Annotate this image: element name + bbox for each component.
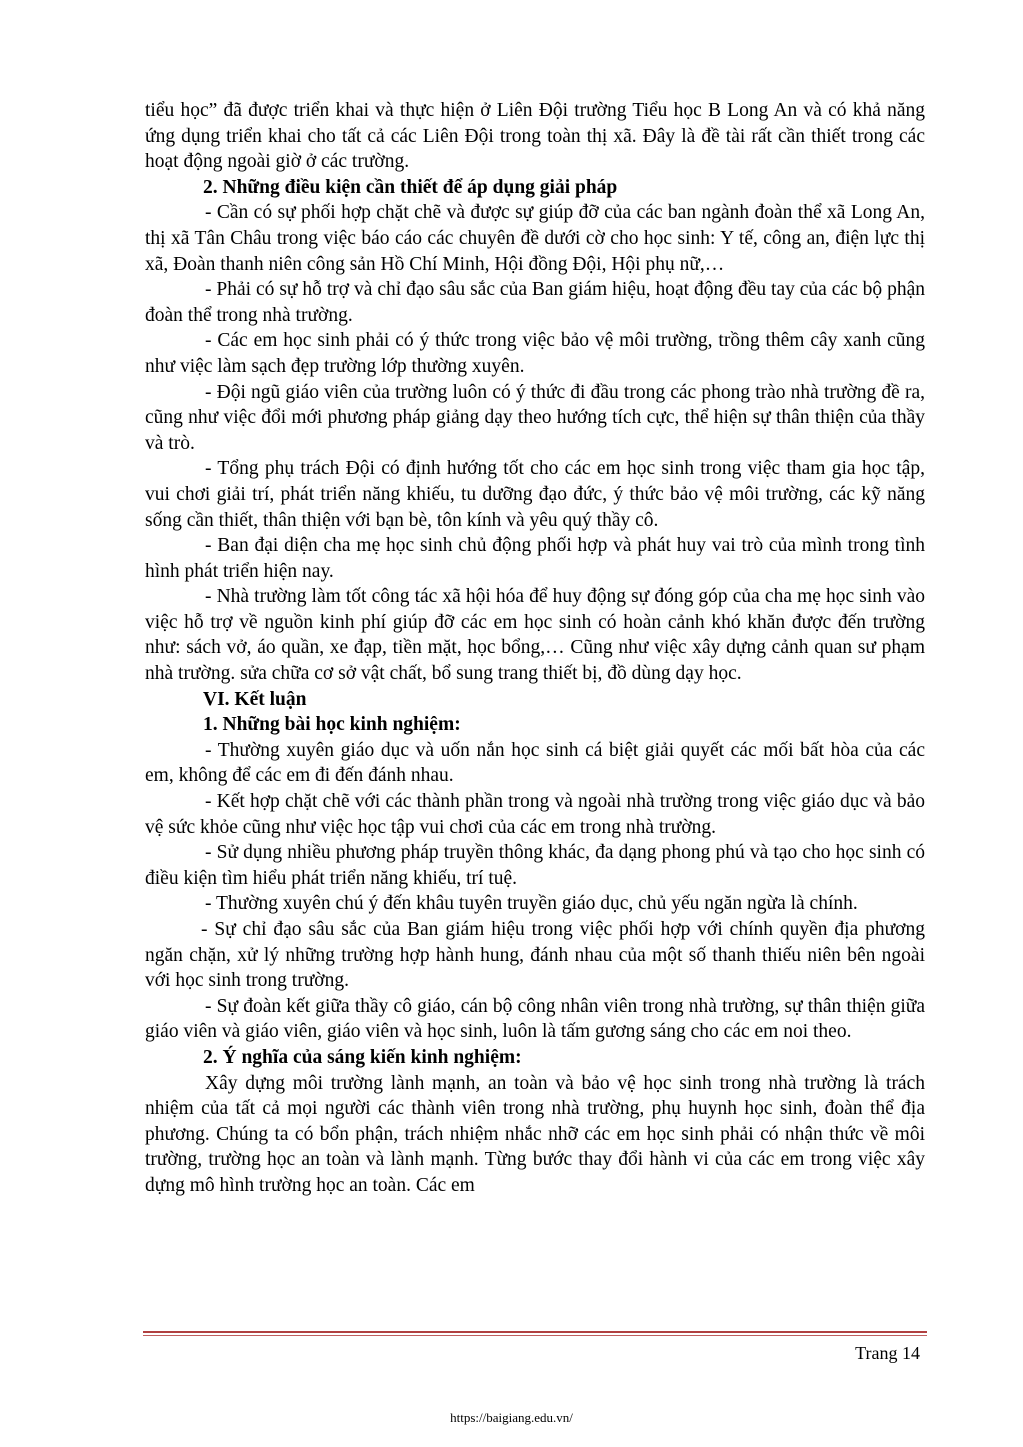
paragraph: - Sự chỉ đạo sâu sắc của Ban giám hiệu trong việc phối hợp với chính quyền địa phương ngăn chặn, xử lý những trường hợp hành hung, đánh nhau của một số thanh thiếu niên bên ngoài với học sinh trong trường.	[145, 919, 925, 992]
section-heading-lessons: 1. Những bài học kinh nghiệm:	[203, 714, 461, 736]
section-heading-significance: 2. Ý nghĩa của sáng kiến kinh nghiệm:	[203, 1046, 522, 1068]
paragraph: - Cần có sự phối hợp chặt chẽ và được sự giúp đỡ của các ban ngành đoàn thể xã Long An, thị xã Tân Châu trong việc báo cáo các chuyên đề dưới cờ cho học sinh: Y tế, công an, điện lực thị xã, Đoàn thanh niên công sản Hồ Chí Minh, Hội đồng Đội, Hội phụ nữ,…	[145, 202, 925, 275]
footer-divider-thin	[143, 1335, 927, 1336]
paragraph: Xây dựng môi trường lành mạnh, an toàn và bảo vệ học sinh trong nhà trường là trách nhiệm của tất cả mọi người các thành viên trong nhà trường, phụ huynh học sinh, đoàn thể địa phương. Chúng ta có bổn phận, trách nhiệm nhắc nhỡ các em học sinh phải có nhận thức về môi trường, trường học an toàn và lành mạnh. Từng bước thay đổi hành vi của các em trong việc xây dựng mô hình trường học an toàn. Các em	[145, 1072, 925, 1196]
paragraph: - Sử dụng nhiều phương pháp truyền thông khác, đa dạng phong phú và tạo cho học sinh có điều kiện tìm hiểu phát triển năng khiếu, trí tuệ.	[145, 842, 925, 889]
paragraph: - Thường xuyên giáo dục và uốn nắn học sinh cá biệt giải quyết các mối bất hòa của các em, không để các em đi đến đánh nhau.	[145, 739, 925, 787]
paragraph-continuation: tiểu học” đã được triển khai và thực hiện ở Liên Đội trường Tiểu học B Long An và có khả năng ứng dụng triển khai cho tất cả các Liên Đội trong toàn thị xã. Đây là đề tài rất cần thiết trong các hoạt động ngoài giờ ở các trường.	[145, 100, 925, 173]
paragraph: - Tổng phụ trách Đội có định hướng tốt cho các em học sinh trong việc tham gia học tập, vui chơi giải trí, phát triển năng khiếu, tu dưỡng đạo đức, ý thức bảo vệ môi trường, các kỹ năng sống cần thiết, thân thiện với bạn bè, tôn kính và yêu quý thầy cô.	[145, 458, 925, 531]
paragraph: - Các em học sinh phải có ý thức trong việc bảo vệ môi trường, trồng thêm cây xanh cũng như việc làm sạch đẹp trường lớp thường xuyên.	[145, 330, 925, 377]
paragraph: - Kết hợp chặt chẽ với các thành phần trong và ngoài nhà trường trong việc giáo dục và bảo vệ sức khỏe cũng như việc học tập vui chơi của các em trong nhà trường.	[145, 791, 925, 838]
footer-url[interactable]: https://baigiang.edu.vn/	[450, 1410, 573, 1425]
section-heading-conditions: 2. Những điều kiện cần thiết để áp dụng giải pháp	[203, 176, 618, 198]
page-body	[145, 98, 925, 1199]
paragraph: - Phải có sự hỗ trợ và chỉ đạo sâu sắc của Ban giám hiệu, hoạt động đều tay của các bộ phận đoàn thể trong nhà trường.	[145, 279, 925, 326]
paragraph: - Thường xuyên chú ý đến khâu tuyên truyền giáo dục, chủ yếu ngăn ngừa là chính.	[205, 893, 858, 915]
page-number: Trang 14	[855, 1343, 920, 1363]
paragraph: - Ban đại diện cha mẹ học sinh chủ động phối hợp và phát huy vai trò của mình trong tình hình phát triển hiện nay.	[145, 535, 925, 582]
footer-divider	[143, 1331, 927, 1333]
section-heading-conclusion: VI. Kết luận	[203, 688, 307, 710]
paragraph: - Đội ngũ giáo viên của trường luôn có ý thức đi đầu trong các phong trào nhà trường đề ra, cũng như việc đổi mới phương pháp giảng dạy theo hướng tích cực, thể hiện sự thân thiện của thầy và trò.	[145, 381, 925, 454]
paragraph: - Sự đoàn kết giữa thầy cô giáo, cán bộ công nhân viên trong nhà trường, sự thân thiện giữa giáo viên và giáo viên, giáo viên và học sinh, luôn là tấm gương sáng cho các em noi theo.	[145, 995, 925, 1043]
paragraph: - Nhà trường làm tốt công tác xã hội hóa để huy động sự đóng góp của cha mẹ học sinh vào việc hỗ trợ về nguồn kinh phí giúp đỡ các em học sinh có hoàn cảnh khó khăn được đến trường như: sách vở, áo quần, xe đạp, tiền mặt, học bổng,… Cũng như việc xây dựng cảnh quan sư phạm nhà trường. sửa chữa cơ sở vật chất, bổ sung trang thiết bị, đồ dùng dạy học.	[145, 586, 925, 685]
